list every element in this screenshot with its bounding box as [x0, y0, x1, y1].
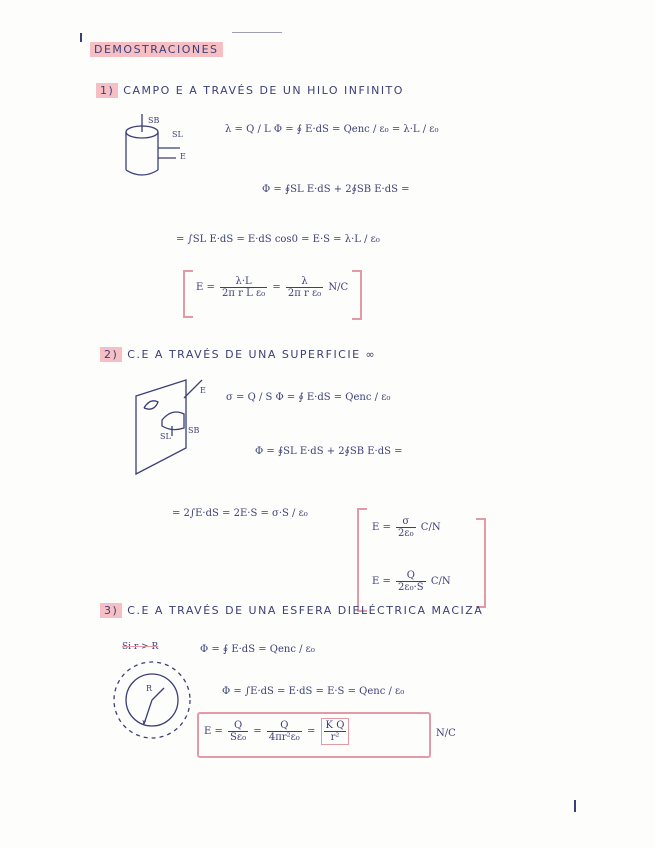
section-1-result-f1-num: λ·L	[220, 276, 267, 288]
section-1-number: 1)	[96, 83, 118, 98]
section-2-eq2: Φ = ∮SL E·dS + 2∮SB E·dS =	[255, 446, 403, 457]
sphere-label-r: r	[142, 718, 146, 727]
scan-mark-bottom-right	[574, 800, 576, 812]
section-1-result-eq: =	[272, 282, 281, 293]
section-3-res-f3-den: r²	[330, 732, 340, 743]
section-3-number: 3)	[100, 603, 122, 618]
section-2-result-bracket-left	[357, 508, 367, 612]
section-3-eq1: Φ = ∮ E·dS = Qenc / ε₀	[200, 644, 315, 655]
plane-label-sl: SL	[160, 432, 171, 441]
section-3-res-eq: =	[253, 726, 262, 737]
section-2-r1-num: σ	[396, 516, 416, 528]
section-1-result	[196, 276, 348, 299]
section-1-eq2: Φ = ∮SL E·dS + 2∮SB E·dS =	[262, 184, 410, 195]
section-2-r2-lhs: E =	[372, 576, 391, 587]
section-3-res-f1-den: Sε₀	[230, 732, 247, 743]
section-2-r1-unit: C/N	[420, 522, 441, 533]
section-1-result-unit: N/C	[328, 282, 349, 293]
section-2-number: 2)	[100, 347, 122, 362]
plane-label-e: E	[200, 386, 206, 395]
section-1-heading-text: CAMPO E A TRAVÉS DE UN HILO INFINITO	[123, 84, 404, 97]
section-1-heading	[96, 84, 404, 97]
section-2-eq3: = 2∫E·dS = 2E·S = σ·S / ε₀	[172, 508, 308, 519]
section-2-r2-num: Q	[396, 570, 426, 582]
page-title: DEMOSTRACIONES	[90, 42, 223, 57]
section-1-eq1: λ = Q / L Φ = ∮ E·dS = Qenc / ε₀ = λ·L / ε₀	[225, 124, 439, 135]
scan-mark-top-left	[80, 33, 82, 42]
section-1-result-lhs: E =	[196, 282, 215, 293]
section-3-result	[204, 718, 351, 745]
section-3-result-unit: N/C	[436, 728, 456, 739]
section-1-result-f1-den: 2π r L ε₀	[222, 288, 266, 299]
cyl-label-sl: SL	[172, 130, 183, 139]
sphere-diagram	[110, 656, 200, 746]
section-1-result-bracket-right	[352, 270, 362, 320]
cyl-label-e: E	[180, 152, 186, 161]
section-2-heading-text: C.E A TRAVÉS DE UNA SUPERFICIE ∞	[127, 348, 377, 361]
section-3-res-eq2: =	[306, 726, 316, 737]
section-2-result-2	[372, 570, 451, 593]
section-2-heading	[100, 348, 376, 361]
cyl-label-sb: SB	[148, 116, 160, 125]
section-2-r2-unit: C/N	[430, 576, 451, 587]
section-2-r2-den: 2ε₀·S	[398, 582, 424, 593]
section-1-result-bracket-left	[183, 270, 193, 318]
section-2-result-bracket-right	[476, 518, 486, 608]
section-3-condition: Si r > R	[122, 642, 159, 652]
section-2-r1-den: 2ε₀	[398, 528, 414, 539]
plane-diagram	[132, 378, 222, 478]
section-1-result-f2-den: 2π r ε₀	[287, 288, 322, 299]
sphere-label-R: R	[146, 684, 153, 693]
section-3-res-lhs: E =	[204, 726, 223, 737]
section-2-eq1: σ = Q / S Φ = ∮ E·dS = Qenc / ε₀	[226, 392, 391, 403]
section-3-heading-text: C.E A TRAVÉS DE UNA ESFERA DIELÉCTRICA MACIZA	[127, 604, 484, 617]
scan-mark-top	[232, 32, 282, 33]
section-3-res-f2-num: Q	[267, 720, 302, 732]
plane-label-sb: SB	[188, 426, 200, 435]
section-3-eq2: Φ = ∫E·dS = E·dS = E·S = Qenc / ε₀	[222, 686, 405, 697]
section-2-result-1	[372, 516, 441, 539]
section-3-heading	[100, 604, 483, 617]
section-2-r1-lhs: E =	[372, 522, 391, 533]
section-3-res-f3-num: K Q	[325, 720, 345, 731]
section-3-res-f1-num: Q	[228, 720, 248, 732]
section-1-result-f2-num: λ	[286, 276, 323, 288]
section-1-eq3: = ∫SL E·dS = E·dS cos0 = E·S = λ·L / ε₀	[176, 234, 380, 245]
section-3-res-f2-den: 4πr²ε₀	[268, 732, 300, 743]
